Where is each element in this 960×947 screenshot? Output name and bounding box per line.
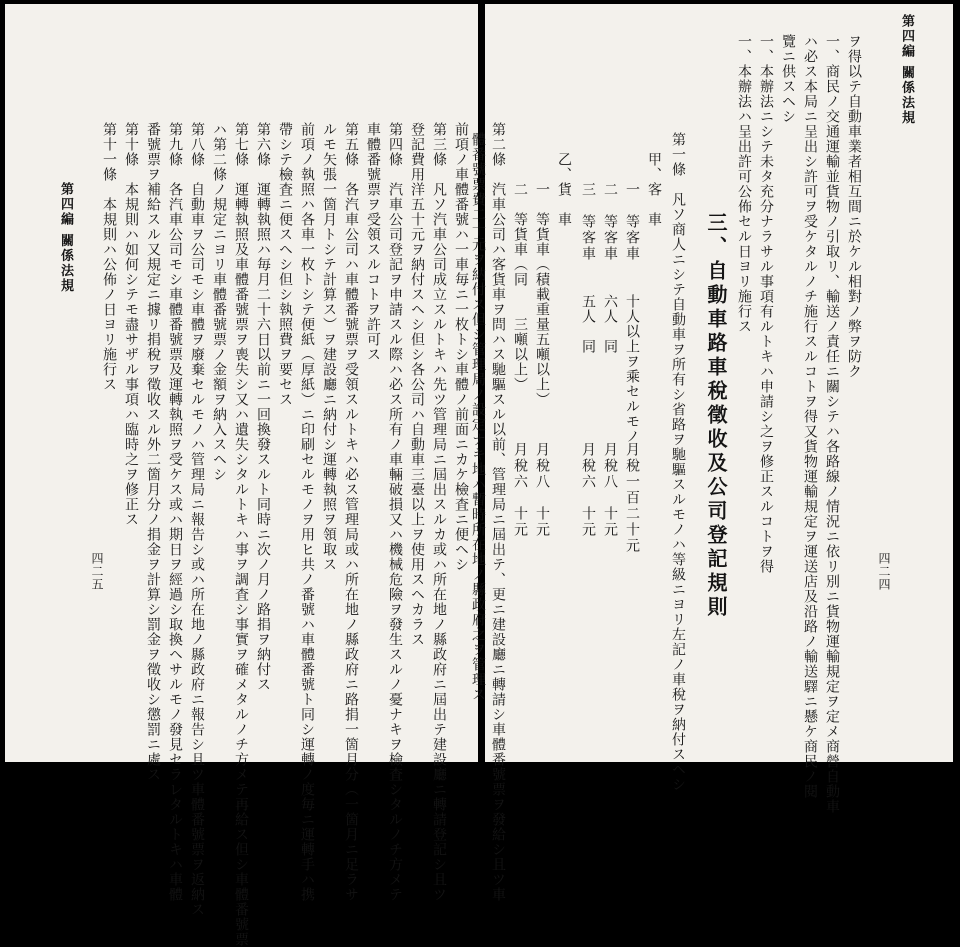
- left-line-16: 第十條 本規則ハ如何シテモ盡サザル事項ハ臨時之ヲ修正ス: [123, 122, 139, 527]
- right-running-header: 第四編 關係法規: [899, 14, 914, 126]
- article-2-line-1: 第二條 汽車公司ハ客貨車ヲ問ハス馳驅スル以前、管理局ニ屆出テ、更ニ建設廳ニ轉請シ車體番號票ヲ發給シ且ツ車: [490, 122, 506, 902]
- right-line-4: 覽ニ供スヘシ: [780, 34, 796, 124]
- left-line-2: 第三條 凡ソ汽車公司成立スルトキハ先ツ管理局ニ屆出スルカ或ハ所在地ノ縣政府ニ屆出テ建設廳ニ轉請登記シ且ツ: [431, 122, 447, 902]
- right-line-5: 一、本辦法ニシテ未タ充分ナラサル事項有ルトキハ申請シ之ヲ修正スルコトヲ得: [758, 34, 774, 574]
- passenger-row-2-capacity: 六人 同: [602, 294, 618, 354]
- class-b-heading: 乙、貨 車: [556, 152, 572, 227]
- passenger-row-3-capacity: 五人 同: [580, 294, 596, 354]
- left-line-3: 登記費用洋五十元ヲ納付スヘシ但シ各公司ハ自動車三臺以上ヲ使用スヘカラス: [409, 122, 425, 647]
- passenger-row-3-name: 三 等客車: [580, 182, 596, 262]
- left-running-header: 第四編 關係法規: [58, 182, 73, 294]
- left-line-5: 車體番號票ヲ受領スルコトヲ許可ス: [365, 122, 381, 362]
- section-title: 三、自動車路車稅徵收及公司登記規則: [704, 212, 728, 620]
- right-page: [470, 4, 953, 902]
- left-line-7: ルモ矢張一箇月トシテ計算ス）ヲ建設廳ニ納付シ運轉執照ヲ領取ス: [321, 122, 337, 572]
- right-line-2: 一、商民ノ交通運輸並貨物ノ引取リ、輸送ノ責任ニ關シテハ各路線ノ情況ニ依リ別ニ貨物運輸規定ヲ定メ商營自動車: [824, 34, 840, 814]
- left-line-13: 第八條 自動車ヲ公司モシ車體ヲ廢棄セルモノハ管理局ニ報告シ或ハ所在地ノ縣政府ニ報告シ且ツ車體番號票ヲ返納ス: [189, 122, 205, 917]
- class-a-heading: 甲、客 車: [646, 152, 662, 227]
- left-line-12: ハ第二條ノ規定ニヨリ車體番號票ノ金額ヲ納入スヘシ: [211, 122, 227, 482]
- passenger-row-1-capacity: 十人以上ヲ乘セルモノ: [624, 294, 640, 444]
- freight-row-2-name: 二 等貨車（同 三噸以上）: [512, 182, 528, 392]
- left-line-17: 第十一條 本規則ハ公佈ノ日ヨリ施行ス: [101, 122, 117, 392]
- left-line-15: 番號票ヲ補給スル又規定ニ據リ捐稅ヲ徵收スル外二箇月分ノ捐金ヲ計算シ罰金ヲ徵收シ懲罰ニ處ス: [145, 122, 161, 782]
- passenger-row-3-tax: 月稅六 十元: [580, 442, 596, 538]
- passenger-row-1-tax: 月稅一百二十元: [624, 442, 640, 554]
- freight-row-1-tax: 月稅八 十元: [534, 442, 550, 538]
- right-line-1: ヲ得以テ自動車業者相互間ニ於ケル相對ノ弊ヲ防ク: [846, 34, 862, 379]
- right-line-6: 一、本辦法ハ呈出許可公佈セル日ヨリ施行ス: [736, 34, 752, 334]
- freight-row-2-tax: 月稅六 十元: [512, 442, 528, 538]
- right-page-number: 四二四: [877, 552, 891, 591]
- left-line-1: 前項ノ車體番號ハ一車毎ニ一枚トシ車體ノ前面ニカケ檢査ニ便ヘシ: [453, 122, 469, 572]
- passenger-row-2-tax: 月稅八 十元: [602, 442, 618, 538]
- left-line-10: 第六條 運轉執照ハ毎月二十六日以前ニ一回換發スルト同時ニ次ノ月ノ路捐ヲ納付ス: [255, 122, 271, 692]
- left-line-9: 帶シテ檢査ニ便スヘシ但シ執照費ヲ要セス: [277, 122, 293, 407]
- freight-row-1-name: 一 等貨車（積載重量五噸以上）: [534, 182, 550, 407]
- article-1: 第一條 凡ソ商人ニシテ自動車ヲ所有シ省路ヲ馳驅スルモノハ等級ニヨリ左記ノ車稅ヲ納付スヘシ: [670, 132, 686, 792]
- left-line-8: 前項ノ執照ハ各車一枚トシテ便紙（厚紙）ニ印刷セルモノヲ用ヒ共ノ番號ハ車體番號ト同シ運轉ノ度毎ニ運轉手ハ携: [299, 122, 315, 902]
- left-line-4: 第四條 汽車公司登記ヲ申請スル際ハ必ス所有ノ車輛破損又ハ機械危險ヲ發生スルノ憂ナキヲ檢査シタルノチ方メテ: [387, 122, 403, 902]
- left-line-11: 第七條 運轉執照及車體番號票ヲ喪失シ又ハ遺失シタルトキハ事ヲ調査シ事實ヲ確メタルノチ方メテ再給ス但シ車體番號票: [233, 122, 249, 947]
- left-page: [5, 4, 478, 947]
- passenger-row-2-name: 二 等客車: [602, 182, 618, 262]
- left-line-14: 第九條 各汽車公司モシ車體番號票及運轉執照ヲ受ケス或ハ期日ヲ經過シ取換ヘサルモノ發見セラレタルトキハ車體: [167, 122, 183, 902]
- left-page-number: 四二五: [90, 552, 104, 591]
- article-2-line-2: 體番號票費二十元ヲ納付ス但シ管理局ノ設定ナキ地ハ暫時所在地ノ縣政府之ヲ管理ス: [470, 132, 486, 702]
- left-line-6: 第五條 各汽車公司ハ車體番號票ヲ受領スルトキハ必ス管理局或ハ所在地ノ縣政府ニ路捐一箇月分（一箇月ニ足ラサ: [343, 122, 359, 902]
- passenger-row-1-name: 一 等客車: [624, 182, 640, 262]
- right-line-3: ハ必ス本局ニ呈出シ許可ヲ受ケタルノチ施行スルコトヲ得又貨物運輸規定ヲ運送店及沿路ノ輸送驛ニ懸ケ商民ノ閱: [802, 34, 818, 799]
